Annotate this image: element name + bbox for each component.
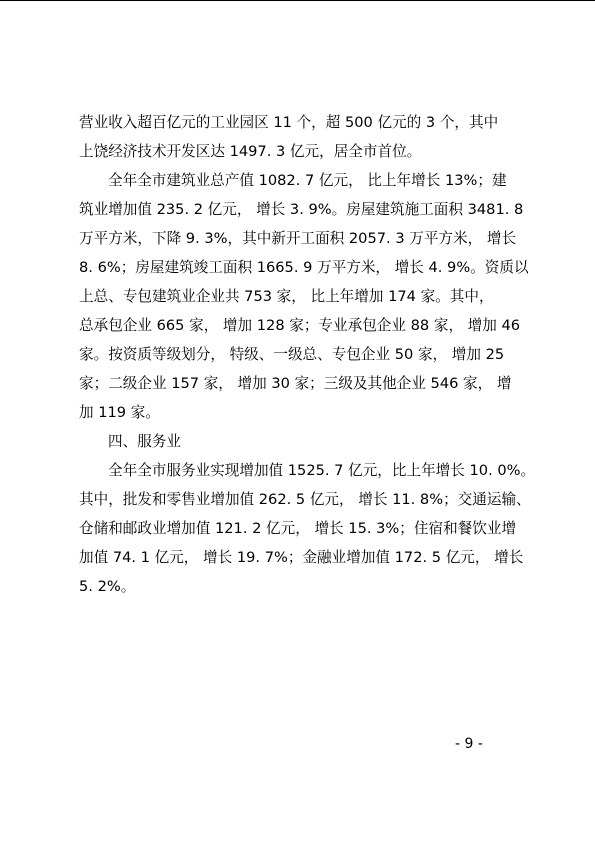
paragraph-construction-start: 全年全市建筑业总产值 1082. 7 亿元， 比上年增长 13%；建 [108, 172, 507, 189]
section-heading-services: 四、服务业 [108, 433, 181, 450]
text-line: 营业收入超百亿元的工业园区 11 个，超 500 亿元的 3 个，其中 [79, 114, 499, 131]
text-line: 5. 2%。 [79, 578, 136, 595]
paragraph-services-start: 全年全市服务业实现增加值 1525. 7 亿元，比上年增长 10. 0%。 [108, 462, 536, 479]
document-body [79, 108, 536, 601]
text-line: 万平方米，下降 9. 3%，其中新开工面积 2057. 3 万平方米， 增长 [79, 230, 517, 247]
text-line: 上饶经济技术开发区达 1497. 3 亿元，居全市首位。 [79, 143, 422, 160]
text-line: 家；二级企业 157 家， 增加 30 家；三级及其他企业 546 家， 增 [79, 375, 512, 392]
text-line: 8. 6%；房屋建筑竣工面积 1665. 9 万平方米， 增长 4. 9%。资质以 [79, 259, 529, 276]
text-line: 上总、专包建筑业企业共 753 家， 比上年增加 174 家。其中， [79, 288, 494, 305]
text-line: 仓储和邮政业增加值 121. 2 亿元， 增长 15. 3%；住宿和餐饮业增 [79, 520, 517, 537]
text-line: 加值 74. 1 亿元， 增长 19. 7%；金融业增加值 172. 5 亿元， 增长 [79, 549, 524, 566]
text-line: 其中，批发和零售业增加值 262. 5 亿元， 增长 11. 8%；交通运输、 [79, 491, 531, 508]
text-line: 家。按资质等级划分， 特级、一级总、专包企业 50 家， 增加 25 [79, 346, 505, 363]
text-line: 加 119 家。 [79, 404, 160, 421]
page-number: - 9 - [455, 736, 483, 752]
top-border-line [0, 0, 595, 1]
text-line: 总承包企业 665 家， 增加 128 家；专业承包企业 88 家， 增加 46 [79, 317, 521, 334]
text-line: 筑业增加值 235. 2 亿元， 增长 3. 9%。房屋建筑施工面积 3481. 8 [79, 201, 524, 218]
